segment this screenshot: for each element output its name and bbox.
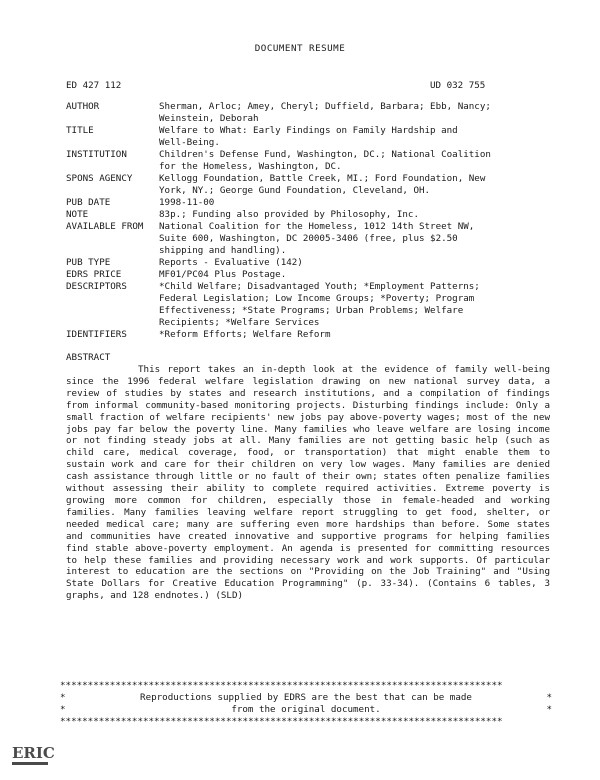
reproduction-notice (60, 680, 552, 728)
field-line: Sherman, Arloc; Amey, Cheryl; Duffield, Barbara; Ebb, Nancy; (159, 101, 491, 112)
field-label: DESCRIPTORS (66, 281, 127, 292)
field-line: *Child Welfare; Disadvantaged Youth; *Employment Patterns; (159, 281, 480, 292)
field-spons-agency (66, 173, 556, 197)
field-line: for the Homeless, Washington, DC. (159, 161, 342, 172)
field-label: SPONS AGENCY (66, 173, 133, 184)
notice-line-1 (60, 692, 552, 704)
field-label: NOTE (66, 209, 89, 220)
notice-line-2 (60, 704, 552, 716)
field-label: IDENTIFIERS (66, 329, 127, 340)
field-edrs-price (66, 269, 556, 281)
field-pub-date (66, 197, 556, 209)
field-value (159, 329, 556, 341)
field-label: INSTITUTION (66, 149, 127, 160)
field-line: Well-Being. (159, 137, 220, 148)
abstract-text: This report takes an in-depth look at the evidence of family well-being since the 1996 federal welfare legislation drawing on new national survey data, a review of studies by states and research institutions, and a compilation of findings from informal community-based monitoring projects. Disturbing findings include: Only a small fraction of welfare recipients' new jobs pay above-poverty wages; most of the new jobs pay far below the poverty line. Many families who leave welfare are losing income or not finding steady jobs at all. Many families are not getting basic help (such as child care, medical coverage, food, or transportation) that might enable them to sustain work and care for their children on very low wages. Many families are denied cash assistance through little or no fault of their own; states often penalize families without assessing their ability to complete required activities. Extreme poverty is growing more common for children, especially those in female-headed and working families. Many families leaving welfare report struggling to get food, shelter, or needed medical care; many are suffering even more hardships than before. Some states and communities have created innovative and supportive programs for helping families find stable above-poverty employment. An agenda is presented for committing resources to help these families and providing necessary work and work supports. Of particular interest to education are the sections on "Providing on the Job Training" and "Using State Dollars for Creative Education Programming" (p. 33-34). (Contains 6 tables, 3 graphs, and 128 endnotes.) (SLD) (66, 364, 550, 602)
field-line: Weinstein, Deborah (159, 113, 259, 124)
abstract-heading: ABSTRACT (66, 352, 111, 363)
field-line: Children's Defense Fund, Washington, DC.; National Coalition (159, 149, 491, 160)
field-descriptors (66, 281, 556, 329)
field-value (159, 101, 556, 125)
field-line: shipping and handling). (159, 245, 287, 256)
star-border-top: ******************************************************************************** (60, 680, 503, 691)
notice-text-2: from the original document. (231, 704, 381, 715)
ud-number: UD 032 755 (430, 80, 486, 91)
field-line: Suite 600, Washington, DC 20005-3406 (free, plus $2.50 (159, 233, 458, 244)
field-label: PUB DATE (66, 197, 111, 208)
field-pub-type (66, 257, 556, 269)
star-edge: * (546, 704, 552, 715)
field-line: Federal Legislation; Low Income Groups; *Poverty; Program (159, 293, 475, 304)
field-label: AUTHOR (66, 101, 100, 112)
field-line: 83p.; Funding also provided by Philosophy, Inc. (159, 209, 419, 220)
field-line: Effectiveness; *State Programs; Urban Problems; Welfare (159, 305, 464, 316)
field-author (66, 101, 556, 125)
eric-logo (10, 738, 55, 768)
eric-logo-text: ERIC (12, 744, 55, 762)
field-value (159, 221, 556, 257)
field-value (159, 281, 556, 329)
field-institution (66, 149, 556, 173)
field-title (66, 125, 556, 149)
field-value (159, 173, 556, 197)
field-line: 1998-11-00 (159, 197, 215, 208)
metadata-fields (66, 101, 556, 341)
document-title: DOCUMENT RESUME (254, 43, 346, 54)
field-identifiers (66, 329, 556, 341)
field-value (159, 257, 556, 269)
field-value (159, 197, 556, 209)
field-available-from (66, 221, 556, 257)
field-label: PUB TYPE (66, 257, 111, 268)
field-line: Welfare to What: Early Findings on Family Hardship and (159, 125, 458, 136)
field-line: National Coalition for the Homeless, 1012 14th Street NW, (159, 221, 475, 232)
field-line: Kellogg Foundation, Battle Creek, MI.; Ford Foundation, New (159, 173, 486, 184)
field-line: *Reform Efforts; Welfare Reform (159, 329, 331, 340)
star-border-bottom: ******************************************************************************** (60, 716, 503, 727)
field-value (159, 125, 556, 149)
field-line: MF01/PC04 Plus Postage. (159, 269, 287, 280)
star-edge: * (60, 692, 66, 703)
field-label: TITLE (66, 125, 94, 136)
field-value (159, 269, 556, 281)
ed-number: ED 427 112 (66, 80, 122, 91)
field-label: EDRS PRICE (66, 269, 122, 280)
eric-logo-bar (12, 762, 48, 765)
star-edge: * (60, 704, 66, 715)
field-note (66, 209, 556, 221)
field-line: Recipients; *Welfare Services (159, 317, 320, 328)
field-line: York, NY.; George Gund Foundation, Cleveland, OH. (159, 185, 431, 196)
star-edge: * (546, 692, 552, 703)
field-line: Reports - Evaluative (142) (159, 257, 303, 268)
field-value (159, 149, 556, 173)
field-value (159, 209, 556, 221)
field-label: AVAILABLE FROM (66, 221, 144, 232)
notice-text-1: Reproductions supplied by EDRS are the best that can be made (140, 692, 472, 703)
